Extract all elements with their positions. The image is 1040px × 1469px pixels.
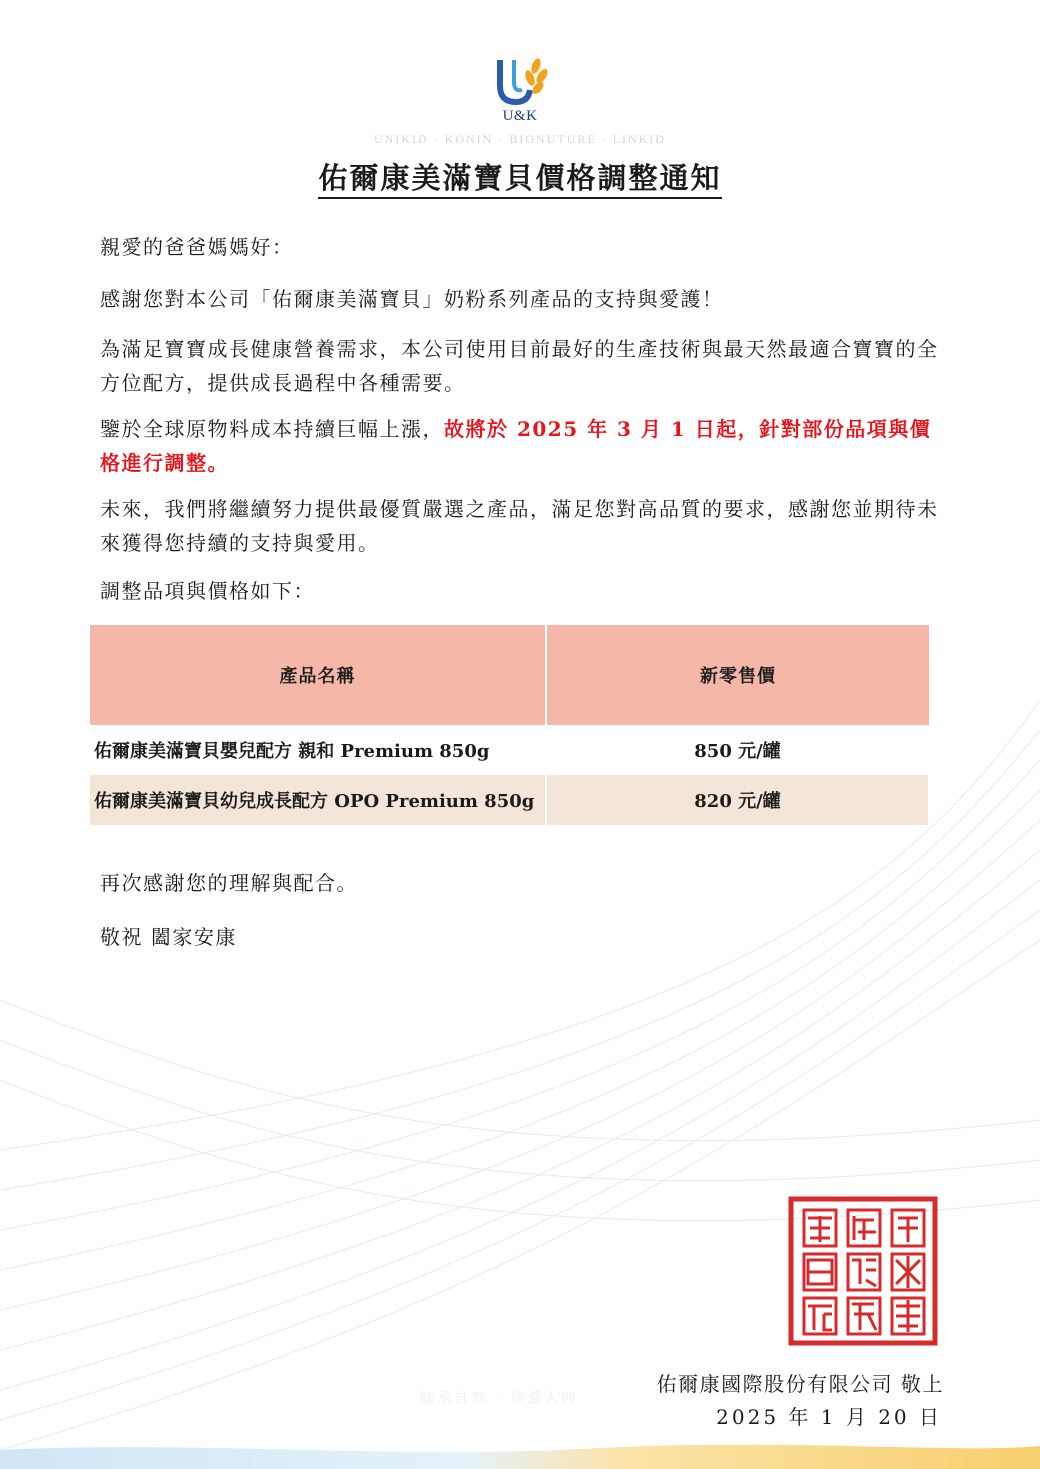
table-header-row <box>90 625 929 725</box>
product-name-cell: 佑爾康美滿寶貝嬰兒配方 親和 Premium 850g <box>90 725 546 775</box>
company-seal-icon <box>788 1196 938 1346</box>
product-price-cell: 850 元/罐 <box>546 725 929 775</box>
signature-date: 2025 年 1 月 20 日 <box>716 1405 942 1429</box>
paragraph-formula: 為滿足寶寶成長健康營養需求，本公司使用目前最好的生產技術與最天然最適合寶寶的全方位配方，提供成長過程中各種需要。 <box>100 337 939 395</box>
closing-regards: 敬祝 闔家安康 <box>100 925 237 949</box>
brand-line: UNIKID · KONIN · BIONUTURE · LINKID <box>374 132 666 146</box>
paragraph-thanks: 感謝您對本公司「佑爾康美滿寶貝」奶粉系列產品的支持與愛護！ <box>100 287 724 311</box>
paragraph-table-intro: 調整品項與價格如下： <box>100 579 315 603</box>
paragraph-future: 未來，我們將繼續努力提供最優質嚴選之產品，滿足您對高品質的要求，感謝您並期待未來獲得您持續的支持與愛用。 <box>100 497 939 555</box>
table-row <box>90 725 929 775</box>
greeting: 親愛的爸爸媽媽好： <box>100 235 294 259</box>
closing-thanks: 再次感謝您的理解與配合。 <box>100 871 358 895</box>
price-notice-text: 鑒於全球原物料成本持續巨幅上漲， <box>100 417 444 441</box>
price-table <box>90 625 930 825</box>
header-new-price: 新零售價 <box>546 625 929 725</box>
logo-text: U&K <box>502 108 538 124</box>
footer-decorative-band <box>0 1440 1040 1469</box>
company-signature: 佑爾康國際股份有限公司 敬上 <box>656 1372 944 1396</box>
footer-slogan-watermark: 師承自然 · 珍愛人間 <box>420 1391 579 1407</box>
table-row <box>90 775 929 825</box>
page-title: 佑爾康美滿寶貝價格調整通知 <box>0 156 1040 197</box>
paragraph-price-notice <box>100 412 945 480</box>
product-price-cell: 820 元/罐 <box>546 775 929 825</box>
price-notice-highlight: 故將於 2025 年 3 月 1 日起，針對部份品項與價格進行調整。 <box>100 417 932 475</box>
product-name-cell: 佑爾康美滿寶貝幼兒成長配方 OPO Premium 850g <box>90 775 546 825</box>
header-product-name: 產品名稱 <box>90 625 546 725</box>
